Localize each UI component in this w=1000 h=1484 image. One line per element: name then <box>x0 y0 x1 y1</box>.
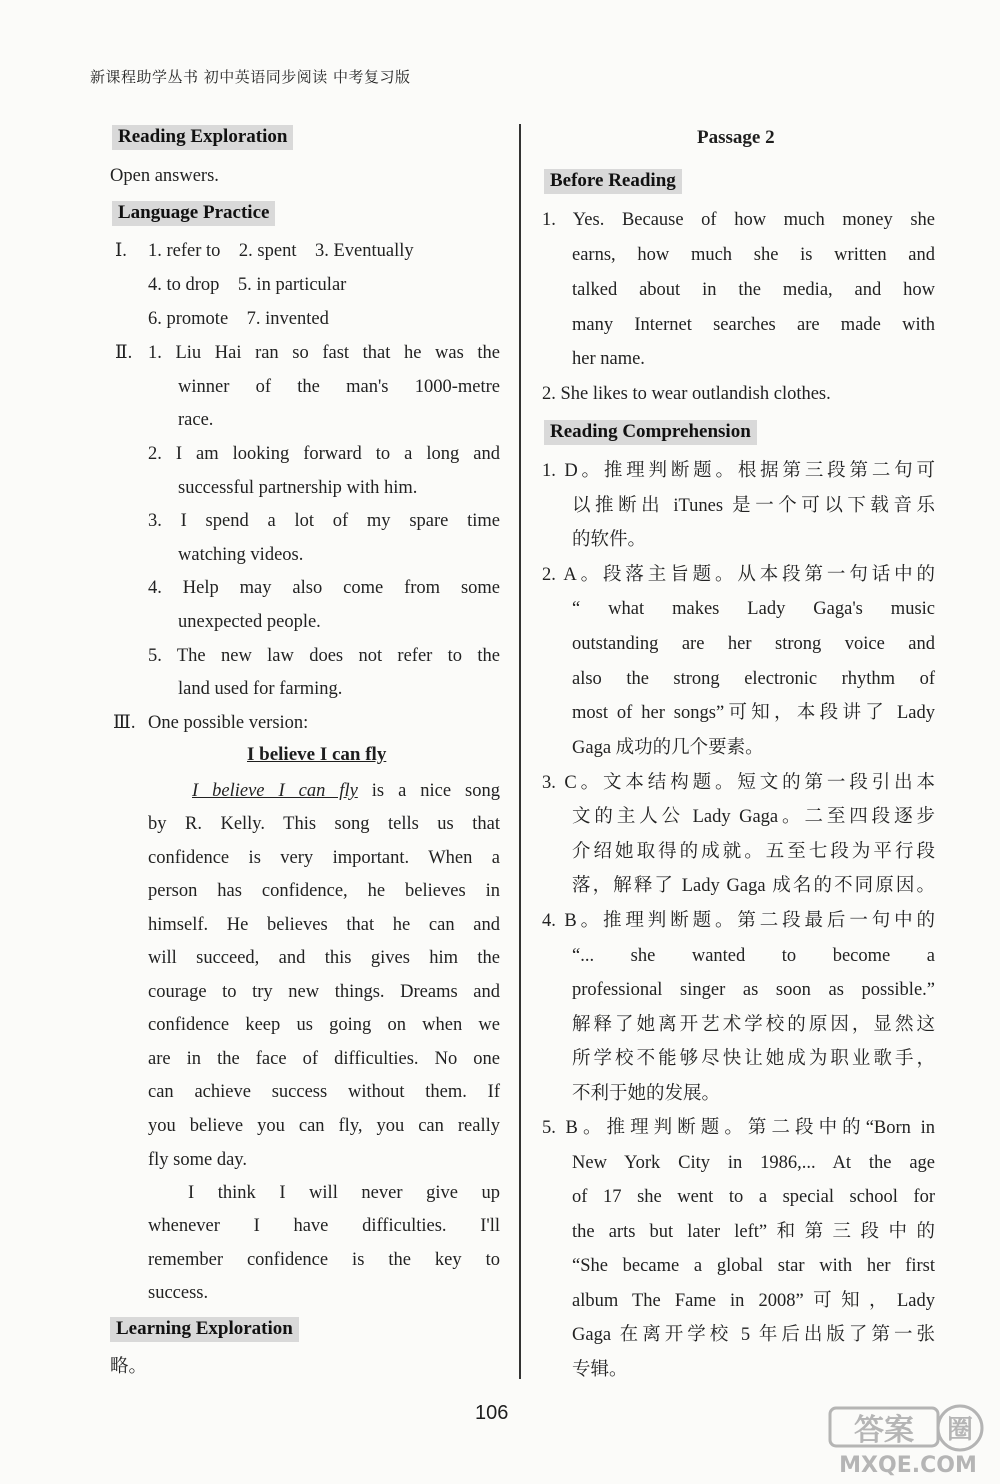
watermark-logo <box>824 1400 990 1478</box>
part-2-line: unexpected people. <box>178 612 321 632</box>
essay-line: courage to try new things. Dreams and <box>148 982 500 1002</box>
essay-line: you believe you can fly, you can really <box>148 1116 500 1136</box>
essay-line: himself. He believes that he can and <box>148 915 500 935</box>
part-1-line: 6. promote 7. invented <box>148 309 329 329</box>
before-reading-line: talked about in the media, and how <box>572 280 935 300</box>
before-reading-line: earns, how much she is written and <box>572 245 935 265</box>
part-1-marker: Ⅰ. <box>115 241 127 261</box>
comprehension-line: 3. C。文本结构题。短文的第一段引出本 <box>542 773 935 793</box>
open-answers-text: Open answers. <box>110 166 219 186</box>
comprehension-line: 不利于她的发展。 <box>572 1084 721 1104</box>
part-2-line: successful partnership with him. <box>178 478 418 498</box>
page-number: 106 <box>475 1402 509 1424</box>
part-2-line: 2. I am looking forward to a long and <box>148 444 500 464</box>
comprehension-line: outstanding are her strong voice and <box>572 634 935 654</box>
comprehension-line: 2. A。段落主旨题。从本段第一句话中的 <box>542 565 935 585</box>
book-header: 新课程助学丛书 初中英语同步阅读 中考复习版 <box>90 68 411 86</box>
comprehension-line: New York City in 1986,... At the age <box>572 1153 935 1173</box>
essay-line: remember confidence is the key to <box>148 1250 500 1270</box>
comprehension-line: professional singer as soon as possible.” <box>572 980 935 1000</box>
part-2-line: 5. The new law does not refer to the <box>148 646 500 666</box>
comprehension-line: 4. B。推理判断题。第二段最后一句中的 <box>542 911 935 931</box>
part-3-marker: Ⅲ. <box>113 713 136 733</box>
comprehension-line: most of her songs”可知，本段讲了 Lady <box>572 703 935 723</box>
part-2-marker: Ⅱ. <box>115 343 133 363</box>
comprehension-line: 以推断出 iTunes 是一个可以下载音乐 <box>572 496 935 516</box>
part-3-intro: One possible version: <box>148 713 309 733</box>
part-2-line: land used for farming. <box>178 679 343 699</box>
comprehension-line: of 17 she went to a special school for <box>572 1187 935 1207</box>
part-1-line: 4. to drop 5. in particular <box>148 275 347 295</box>
essay-line: are in the face of difficulties. No one <box>148 1049 500 1069</box>
comprehension-line: 落，解释了 Lady Gaga 成名的不同原因。 <box>572 876 935 896</box>
reading-comprehension-heading: Reading Comprehension <box>544 420 757 445</box>
svg-text:答案: 答案 <box>854 1413 914 1448</box>
learning-exploration-text: 略。 <box>110 1357 148 1377</box>
comprehension-line: also the strong electronic rhythm of <box>572 669 935 689</box>
essay-line: confidence keep us going on when we <box>148 1015 500 1035</box>
comprehension-line: 5. B。推理判断题。第二段中的“Born in <box>542 1118 935 1138</box>
comprehension-line: “She became a global star with her first <box>572 1256 935 1276</box>
part-2-line: race. <box>178 410 214 430</box>
part-2-line: 1. Liu Hai ran so fast that he was the <box>148 343 500 363</box>
comprehension-line: 解释了她离开艺术学校的原因，显然这 <box>572 1015 935 1035</box>
essay-title: I believe I can fly <box>247 744 387 765</box>
part-2-line: winner of the man's 1000-metre <box>178 377 500 397</box>
before-reading-line: her name. <box>572 349 645 369</box>
comprehension-line: 所学校不能够尽快让她成为职业歌手， <box>572 1049 935 1069</box>
comprehension-line: the arts but later left”和第三段中的 <box>572 1222 935 1242</box>
passage-title: Passage 2 <box>697 127 775 148</box>
comprehension-line: Gaga 成功的几个要素。 <box>572 738 764 758</box>
language-practice-heading: Language Practice <box>112 201 275 226</box>
song-title: I believe I can fly <box>192 781 358 801</box>
before-reading-line: 2. She likes to wear outlandish clothes. <box>542 384 831 404</box>
comprehension-line: album The Fame in 2008”可知，Lady <box>572 1291 935 1311</box>
part-2-line: watching videos. <box>178 545 304 565</box>
comprehension-line: 介绍她取得的成就。五至七段为平行段 <box>572 842 935 862</box>
essay-line: by R. Kelly. This song tells us that <box>148 814 500 834</box>
essay-line: can achieve success without them. If <box>148 1082 500 1102</box>
essay-line: confidence is very important. When a <box>148 848 500 868</box>
comprehension-line: 文的主人公 Lady Gaga。二至四段逐步 <box>572 807 935 827</box>
before-reading-heading: Before Reading <box>544 169 682 194</box>
svg-text:圈: 圈 <box>946 1415 974 1445</box>
essay-line: person has confidence, he believes in <box>148 881 500 901</box>
essay-line: will succeed, and this gives him the <box>148 948 500 968</box>
essay-line: whenever I have difficulties. I'll <box>148 1216 500 1236</box>
part-2-line: 4. Help may also come from some <box>148 578 500 598</box>
essay-line: I think I will never give up <box>188 1183 500 1203</box>
comprehension-line: “ what makes Lady Gaga's music <box>572 599 935 619</box>
comprehension-line: “... she wanted to become a <box>572 946 935 966</box>
before-reading-line: 1. Yes. Because of how much money she <box>542 210 935 230</box>
essay-line: fly some day. <box>148 1150 247 1170</box>
comprehension-line: Gaga 在离开学校 5 年后出版了第一张 <box>572 1325 935 1345</box>
before-reading-line: many Internet searches are made with <box>572 315 935 335</box>
svg-text:MXQE.COM: MXQE.COM <box>839 1453 977 1478</box>
column-divider <box>519 124 521 1379</box>
part-1-line: 1. refer to 2. spent 3. Eventually <box>148 241 414 261</box>
part-2-line: 3. I spend a lot of my spare time <box>148 511 500 531</box>
reading-exploration-heading: Reading Exploration <box>112 125 293 150</box>
comprehension-line: 专辑。 <box>572 1360 628 1380</box>
comprehension-line: 的软件。 <box>572 530 647 550</box>
learning-exploration-heading: Learning Exploration <box>110 1317 299 1342</box>
essay-first-line <box>148 779 500 803</box>
essay-line: success. <box>148 1283 209 1303</box>
comprehension-line: 1. D。推理判断题。根据第三段第二句可 <box>542 461 935 481</box>
essay-first-rest: is a nice song <box>357 781 500 801</box>
